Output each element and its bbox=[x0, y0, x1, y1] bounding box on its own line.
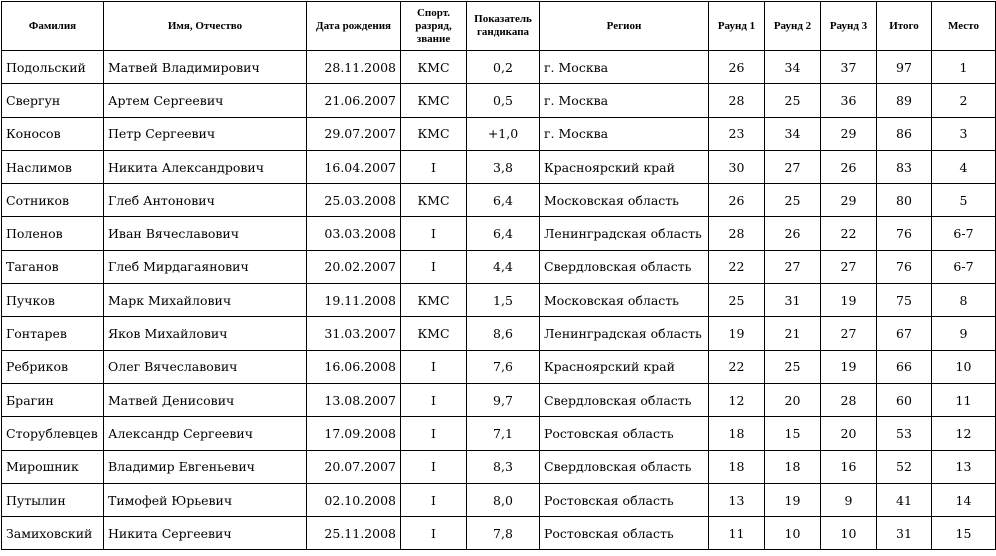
header-round-2: Раунд 2 bbox=[765, 2, 821, 51]
cell-birth-date: 31.03.2007 bbox=[307, 317, 401, 350]
cell-round-2: 25 bbox=[765, 84, 821, 117]
cell-name: Глеб Мирдагаянович bbox=[104, 250, 307, 283]
cell-round-3: 10 bbox=[821, 517, 877, 550]
cell-surname: Наслимов bbox=[2, 150, 104, 183]
table-row bbox=[2, 350, 996, 383]
cell-round-3: 9 bbox=[821, 483, 877, 516]
header-name: Имя, Отчество bbox=[104, 2, 307, 51]
cell-total: 41 bbox=[877, 483, 932, 516]
cell-sport-rank: КМС bbox=[401, 184, 467, 217]
cell-surname: Сторублевцев bbox=[2, 417, 104, 450]
cell-handicap: 6,4 bbox=[467, 217, 540, 250]
cell-name: Артем Сергеевич bbox=[104, 84, 307, 117]
cell-round-3: 29 bbox=[821, 184, 877, 217]
cell-round-2: 34 bbox=[765, 117, 821, 150]
cell-surname: Брагин bbox=[2, 383, 104, 416]
cell-handicap: 8,3 bbox=[467, 450, 540, 483]
cell-region: Ленинградская область bbox=[540, 217, 709, 250]
cell-total: 76 bbox=[877, 217, 932, 250]
cell-round-1: 13 bbox=[709, 483, 765, 516]
cell-surname: Ребриков bbox=[2, 350, 104, 383]
cell-handicap: 9,7 bbox=[467, 383, 540, 416]
cell-round-3: 28 bbox=[821, 383, 877, 416]
cell-surname: Подольский bbox=[2, 51, 104, 84]
cell-place: 1 bbox=[932, 51, 996, 84]
cell-place: 14 bbox=[932, 483, 996, 516]
cell-name: Тимофей Юрьевич bbox=[104, 483, 307, 516]
cell-handicap: 8,6 bbox=[467, 317, 540, 350]
cell-birth-date: 16.06.2008 bbox=[307, 350, 401, 383]
cell-round-2: 18 bbox=[765, 450, 821, 483]
cell-round-1: 19 bbox=[709, 317, 765, 350]
cell-region: Московская область bbox=[540, 184, 709, 217]
cell-place: 8 bbox=[932, 284, 996, 317]
cell-total: 89 bbox=[877, 84, 932, 117]
header-sport-rank: Спорт. разряд, звание bbox=[401, 2, 467, 51]
cell-region: Ростовская область bbox=[540, 483, 709, 516]
cell-handicap: 7,6 bbox=[467, 350, 540, 383]
header-surname: Фамилия bbox=[2, 2, 104, 51]
cell-surname: Пучков bbox=[2, 284, 104, 317]
cell-region: Свердловская область bbox=[540, 383, 709, 416]
table-row bbox=[2, 383, 996, 416]
table-row bbox=[2, 450, 996, 483]
cell-birth-date: 25.11.2008 bbox=[307, 517, 401, 550]
cell-place: 5 bbox=[932, 184, 996, 217]
cell-place: 9 bbox=[932, 317, 996, 350]
cell-region: Ленинградская область bbox=[540, 317, 709, 350]
cell-region: Красноярский край bbox=[540, 350, 709, 383]
cell-sport-rank: КМС bbox=[401, 117, 467, 150]
cell-name: Владимир Евгеньевич bbox=[104, 450, 307, 483]
cell-place: 15 bbox=[932, 517, 996, 550]
cell-birth-date: 16.04.2007 bbox=[307, 150, 401, 183]
cell-birth-date: 17.09.2008 bbox=[307, 417, 401, 450]
cell-round-1: 22 bbox=[709, 350, 765, 383]
cell-round-1: 26 bbox=[709, 51, 765, 84]
cell-birth-date: 20.02.2007 bbox=[307, 250, 401, 283]
cell-round-1: 23 bbox=[709, 117, 765, 150]
cell-round-1: 26 bbox=[709, 184, 765, 217]
cell-round-1: 30 bbox=[709, 150, 765, 183]
cell-handicap: 7,1 bbox=[467, 417, 540, 450]
cell-surname: Поленов bbox=[2, 217, 104, 250]
cell-total: 83 bbox=[877, 150, 932, 183]
cell-round-2: 27 bbox=[765, 150, 821, 183]
cell-round-1: 22 bbox=[709, 250, 765, 283]
cell-place: 2 bbox=[932, 84, 996, 117]
cell-name: Олег Вячеславович bbox=[104, 350, 307, 383]
cell-place: 6-7 bbox=[932, 217, 996, 250]
table-body bbox=[2, 51, 996, 550]
cell-handicap: 1,5 bbox=[467, 284, 540, 317]
cell-total: 86 bbox=[877, 117, 932, 150]
cell-place: 3 bbox=[932, 117, 996, 150]
cell-sport-rank: КМС bbox=[401, 51, 467, 84]
cell-surname: Гонтарев bbox=[2, 317, 104, 350]
cell-round-1: 28 bbox=[709, 217, 765, 250]
cell-birth-date: 21.06.2007 bbox=[307, 84, 401, 117]
cell-sport-rank: КМС bbox=[401, 84, 467, 117]
cell-surname: Коносов bbox=[2, 117, 104, 150]
cell-sport-rank: I bbox=[401, 250, 467, 283]
cell-total: 60 bbox=[877, 383, 932, 416]
cell-handicap: 4,4 bbox=[467, 250, 540, 283]
cell-sport-rank: КМС bbox=[401, 317, 467, 350]
cell-name: Александр Сергеевич bbox=[104, 417, 307, 450]
cell-sport-rank: КМС bbox=[401, 284, 467, 317]
cell-region: Московская область bbox=[540, 284, 709, 317]
cell-handicap: 8,0 bbox=[467, 483, 540, 516]
cell-round-2: 21 bbox=[765, 317, 821, 350]
cell-place: 10 bbox=[932, 350, 996, 383]
cell-handicap: 0,2 bbox=[467, 51, 540, 84]
cell-surname: Мирошник bbox=[2, 450, 104, 483]
cell-region: Ростовская область bbox=[540, 517, 709, 550]
cell-round-2: 25 bbox=[765, 184, 821, 217]
cell-round-1: 25 bbox=[709, 284, 765, 317]
cell-place: 13 bbox=[932, 450, 996, 483]
cell-region: г. Москва bbox=[540, 84, 709, 117]
cell-surname: Таганов bbox=[2, 250, 104, 283]
cell-round-3: 26 bbox=[821, 150, 877, 183]
cell-name: Никита Сергеевич bbox=[104, 517, 307, 550]
cell-total: 97 bbox=[877, 51, 932, 84]
cell-region: Ростовская область bbox=[540, 417, 709, 450]
cell-round-2: 15 bbox=[765, 417, 821, 450]
cell-place: 12 bbox=[932, 417, 996, 450]
cell-total: 53 bbox=[877, 417, 932, 450]
cell-sport-rank: I bbox=[401, 450, 467, 483]
table-row bbox=[2, 84, 996, 117]
table-row bbox=[2, 117, 996, 150]
cell-round-1: 28 bbox=[709, 84, 765, 117]
cell-round-2: 19 bbox=[765, 483, 821, 516]
cell-round-3: 29 bbox=[821, 117, 877, 150]
cell-round-1: 11 bbox=[709, 517, 765, 550]
header-birth-date: Дата рождения bbox=[307, 2, 401, 51]
cell-region: г. Москва bbox=[540, 51, 709, 84]
cell-birth-date: 19.11.2008 bbox=[307, 284, 401, 317]
cell-name: Иван Вячеславович bbox=[104, 217, 307, 250]
cell-round-2: 25 bbox=[765, 350, 821, 383]
cell-place: 4 bbox=[932, 150, 996, 183]
cell-round-3: 19 bbox=[821, 284, 877, 317]
header-handicap: Показатель гандикапа bbox=[467, 2, 540, 51]
table-row bbox=[2, 417, 996, 450]
cell-round-1: 18 bbox=[709, 417, 765, 450]
cell-birth-date: 28.11.2008 bbox=[307, 51, 401, 84]
cell-birth-date: 13.08.2007 bbox=[307, 383, 401, 416]
cell-place: 11 bbox=[932, 383, 996, 416]
cell-round-1: 12 bbox=[709, 383, 765, 416]
cell-round-3: 22 bbox=[821, 217, 877, 250]
cell-surname: Свергун bbox=[2, 84, 104, 117]
cell-sport-rank: I bbox=[401, 217, 467, 250]
cell-name: Марк Михайлович bbox=[104, 284, 307, 317]
cell-name: Петр Сергеевич bbox=[104, 117, 307, 150]
cell-round-2: 10 bbox=[765, 517, 821, 550]
table-row bbox=[2, 317, 996, 350]
cell-name: Глеб Антонович bbox=[104, 184, 307, 217]
cell-round-3: 27 bbox=[821, 250, 877, 283]
header-total: Итого bbox=[877, 2, 932, 51]
cell-sport-rank: I bbox=[401, 350, 467, 383]
cell-handicap: 7,8 bbox=[467, 517, 540, 550]
cell-sport-rank: I bbox=[401, 517, 467, 550]
cell-round-3: 16 bbox=[821, 450, 877, 483]
table-header bbox=[2, 2, 996, 51]
cell-handicap: 0,5 bbox=[467, 84, 540, 117]
cell-surname: Замиховский bbox=[2, 517, 104, 550]
cell-total: 52 bbox=[877, 450, 932, 483]
header-place: Место bbox=[932, 2, 996, 51]
cell-birth-date: 02.10.2008 bbox=[307, 483, 401, 516]
header-row bbox=[2, 2, 996, 51]
cell-surname: Сотников bbox=[2, 184, 104, 217]
cell-round-2: 20 bbox=[765, 383, 821, 416]
cell-region: г. Москва bbox=[540, 117, 709, 150]
cell-total: 75 bbox=[877, 284, 932, 317]
cell-sport-rank: I bbox=[401, 417, 467, 450]
table-row bbox=[2, 184, 996, 217]
cell-round-2: 27 bbox=[765, 250, 821, 283]
cell-round-2: 31 bbox=[765, 284, 821, 317]
cell-handicap: 6,4 bbox=[467, 184, 540, 217]
results-table bbox=[1, 1, 996, 550]
cell-total: 31 bbox=[877, 517, 932, 550]
cell-region: Красноярский край bbox=[540, 150, 709, 183]
table-row bbox=[2, 51, 996, 84]
cell-total: 80 bbox=[877, 184, 932, 217]
header-round-3: Раунд 3 bbox=[821, 2, 877, 51]
cell-sport-rank: I bbox=[401, 383, 467, 416]
cell-round-3: 37 bbox=[821, 51, 877, 84]
table-row bbox=[2, 150, 996, 183]
cell-round-3: 20 bbox=[821, 417, 877, 450]
cell-name: Матвей Денисович bbox=[104, 383, 307, 416]
header-region: Регион bbox=[540, 2, 709, 51]
cell-birth-date: 03.03.2008 bbox=[307, 217, 401, 250]
header-round-1: Раунд 1 bbox=[709, 2, 765, 51]
cell-name: Яков Михайлович bbox=[104, 317, 307, 350]
cell-sport-rank: I bbox=[401, 483, 467, 516]
table-row bbox=[2, 517, 996, 550]
cell-name: Матвей Владимирович bbox=[104, 51, 307, 84]
cell-birth-date: 29.07.2007 bbox=[307, 117, 401, 150]
cell-round-2: 34 bbox=[765, 51, 821, 84]
cell-round-3: 27 bbox=[821, 317, 877, 350]
cell-total: 76 bbox=[877, 250, 932, 283]
table-row bbox=[2, 483, 996, 516]
cell-total: 67 bbox=[877, 317, 932, 350]
cell-round-3: 36 bbox=[821, 84, 877, 117]
cell-region: Свердловская область bbox=[540, 450, 709, 483]
cell-region: Свердловская область bbox=[540, 250, 709, 283]
cell-sport-rank: I bbox=[401, 150, 467, 183]
table-row bbox=[2, 217, 996, 250]
cell-birth-date: 25.03.2008 bbox=[307, 184, 401, 217]
cell-total: 66 bbox=[877, 350, 932, 383]
cell-round-1: 18 bbox=[709, 450, 765, 483]
cell-handicap: 3,8 bbox=[467, 150, 540, 183]
cell-handicap: +1,0 bbox=[467, 117, 540, 150]
table-row bbox=[2, 250, 996, 283]
cell-birth-date: 20.07.2007 bbox=[307, 450, 401, 483]
cell-round-3: 19 bbox=[821, 350, 877, 383]
cell-surname: Путылин bbox=[2, 483, 104, 516]
cell-place: 6-7 bbox=[932, 250, 996, 283]
cell-round-2: 26 bbox=[765, 217, 821, 250]
table-row bbox=[2, 284, 996, 317]
cell-name: Никита Александрович bbox=[104, 150, 307, 183]
